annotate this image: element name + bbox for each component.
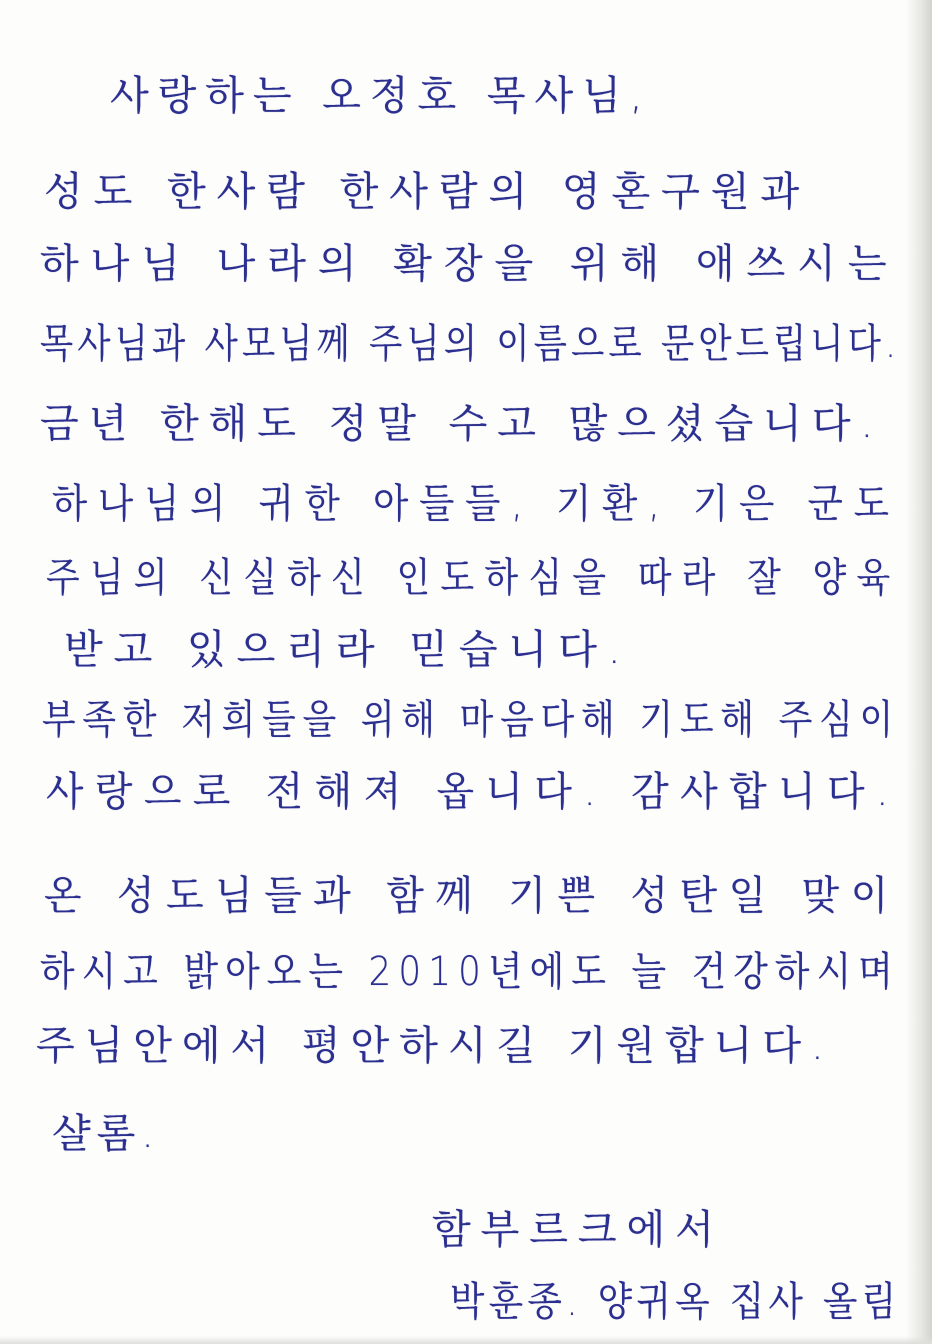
letter-line-3: 목사님과 사모님께 주님의 이름으로 문안드립니다. bbox=[40, 321, 901, 367]
letter-line-5: 하나님의 귀한 아들들, 기환, 기은 군도 bbox=[52, 481, 900, 527]
letter-closing: 샬롬. bbox=[52, 1111, 160, 1157]
letter-line-4: 금년 한해도 정말 수고 많으셨습니다. bbox=[40, 401, 884, 447]
letter-line-1: 성도 한사람 한사람의 영혼구원과 bbox=[44, 169, 811, 215]
signature-name: 박훈종. 양귀옥 집사 올림 bbox=[450, 1279, 901, 1325]
letter-line-9: 사랑으로 전해져 옵니다. 감사합니다. bbox=[46, 769, 901, 815]
letter-line-2: 하나님 나라의 확장을 위해 애쓰시는 bbox=[40, 241, 899, 287]
signature-place: 함부르크에서 bbox=[432, 1207, 724, 1253]
letter-line-6: 주님의 신실하신 인도하심을 따라 잘 양육 bbox=[46, 555, 901, 601]
letter-line-12: 주님안에서 평안하시길 기원합니다. bbox=[36, 1023, 834, 1069]
letter-line-8: 부족한 저희들을 위해 마음다해 기도해 주심이 bbox=[42, 697, 901, 743]
letter-greeting: 사랑하는 오정호 목사님, bbox=[110, 73, 652, 119]
letter-line-7: 받고 있으리라 믿습니다. bbox=[64, 627, 632, 673]
letter-line-10: 온 성도님들과 함께 기쁜 성탄일 맞이 bbox=[44, 873, 900, 919]
letter-line-11: 하시고 밝아오는 2010년에도 늘 건강하시며 bbox=[40, 949, 900, 995]
